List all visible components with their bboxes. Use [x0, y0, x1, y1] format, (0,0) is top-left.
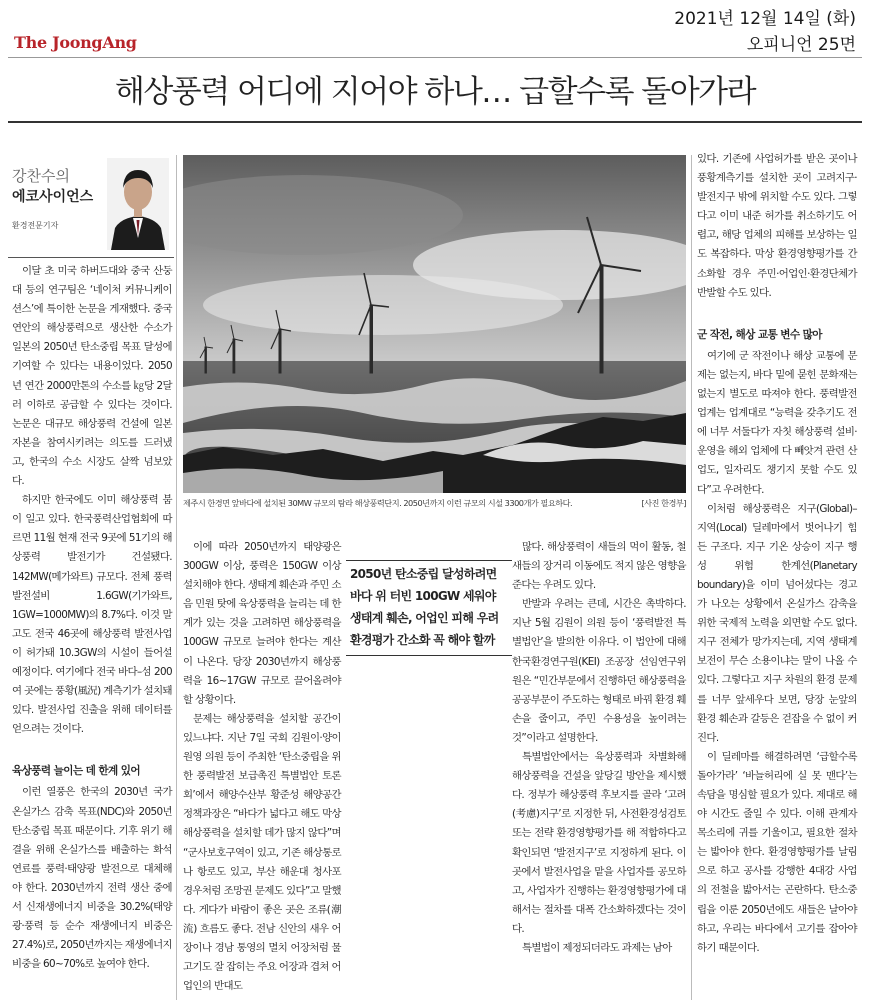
paragraph: 이달 초 미국 하버드대와 중국 산둥대 등의 연구팀은 ‘네이처 커뮤니케이션스’에 특이한 논문을 게재했다. 중국 연안의 해상풍력으로 생산한 수소가 일본의 2050년 탄소중립 목표 달성에 기여할 수 있다는 내용이었다. 2050년 연간 2000만톤의 수소를 ㎏당 2달러 이하로 공급할 수 있다는 것이다. 논문은 대규모 해상풍력 건설에 일본 자본을 참여시키려는 의도를 드러냈고, 한국의 수소 시장도 살짝 넘보았다.	[12, 265, 172, 488]
article-column-3	[512, 538, 686, 958]
column-series-name: 에코사이언스	[12, 189, 94, 205]
masthead-rule	[8, 57, 862, 58]
page-section: 오피니언 25면	[746, 35, 856, 55]
paragraph: 이에 따라 2050년까지 태양광은 300GW 이상, 풍력은 150GW 이상 설치해야 한다. 생태계 훼손과 주민 소음 민원 탓에 육상풍력을 늘리는 데 한계가 있는 것을 고려하면 해상풍력을 100GW 규모로 늘려야 한다는 계산이 나온다. 당장 2030년까지 해상풍력을 16~17GW 규모로 끌어올려야 할 상황이다.	[183, 541, 341, 706]
paragraph: 특별법이 제정되더라도 과제는 남아	[522, 941, 672, 954]
paragraph: 이처럼 해상풍력은 지구(Global)–지역(Local) 딜레마에서 벗어나기 힘든 구조다. 지구 기온 상승이 지구 행성 위험 한계선(Planetary boundary)을 이미 넘어섰다는 경고가 나오는 상황에서 온실가스 감축을 위한 국제적 노력을 외면할 수도 없다. 지구 전체가 망가지는데, 지역 생태계 보전이 무슨 소용이냐는 말이 나올 수 있다. 그렇다고 지구 차원의 환경 문제를 너무 앞세우다 보면, 당장 눈앞의 환경 훼손과 갈등은 걷잡을 수 없이 커진다.	[697, 502, 857, 744]
column-divider	[176, 155, 177, 1000]
byline	[12, 165, 107, 231]
article-column-1	[12, 262, 172, 974]
pull-quote-line: 2050년 탄소중립 달성하려면	[350, 567, 497, 581]
photo-caption-row	[183, 498, 686, 509]
headline-rule	[8, 121, 862, 123]
paragraph: 있다. 기존에 사업허가를 받은 곳이나 풍황계측기를 설치한 곳이 고려지구·발전지구 밖에 위치할 수도 있다. 그렇다고 이미 내준 허가를 취소하기도 어렵고, 해당 업체의 피해를 보상하는 일도 복잡하다. 막상 환경영향평가를 간소화할 경우 주민·어업인·환경단체가 반발할 수도 있다.	[697, 153, 857, 299]
paragraph: 반발과 우려는 큰데, 시간은 촉박하다. 지난 5월 김원이 의원 등이 ‘풍력발전 특별법안’을 발의한 이유다. 이 법안에 대해 한국환경연구원(KEI) 조공장 선임연구위원은 “민간부문에서 진행하던 해상풍력을 공공부문이 주도하는 형태로 바꿔 환경 훼손을 줄이고, 주민 수용성을 높이려는 것”이라고 설명한다.	[512, 598, 686, 744]
byline-rule	[8, 257, 174, 258]
wind-farm-photo	[183, 155, 686, 493]
paragraph: 이 딜레마를 해결하려면 ‘급할수록 돌아가라’ ‘바늘허리에 실 못 맨다’는 속담을 명심할 필요가 있다. 제대로 해야 시간도 줄일 수 있다. 이해 관계자 목소리에 귀를 기울이고, 필요한 절차는 밟아야 한다. 환경영향평가를 날림으로 하고 공사를 강행한 4대강 사업의 전철을 밟아서는 곤란하다. 탄소중립을 이룬 2050년에도 새들은 날아야 하고, 우리는 바다에서 고기를 잡아야 하기 때문이다.	[697, 750, 857, 954]
paragraph: 하지만 한국에도 이미 해상풍력 붐이 일고 있다. 한국풍력산업협회에 따르면 11월 현재 전국 9곳에 51기의 해상풍력 발전기가 건설됐다. 142MW(메가와트) 규모다. 전체 풍력 발전설비 1.6GW(기가와트, 1GW=1000MW)의 8.7%다. 이것 말고도 전국 46곳에 해상풍력 발전사업이 허가돼 10.3GW의 시설이 들어설 예정이다. 여기에다 전국 바다–섬 200여 곳에는 풍황(風況) 계측기가 설치돼 있다. 발전사업 진출을 위해 데이터를 얻으려는 것이다.	[12, 494, 172, 736]
pull-quote-line: 바다 위 터빈 100GW 세워야	[350, 589, 496, 603]
article-column-4	[697, 150, 857, 958]
column-divider	[691, 155, 692, 1000]
article-column-2	[183, 538, 341, 996]
newspaper-logo: The JoongAng	[14, 33, 137, 52]
paragraph: 여기에 군 작전이나 해상 교통에 문제는 없는지, 바다 밑에 묻힌 문화재는 없는지 별도로 따져야 한다. 풍력발전 업계는 업계대로 “능력을 갖추기도 전에 너무 서둘다가 자칫 해상풍력 설비·운영을 해외 업체에 다 빼앗겨 관련 산업도, 일자리도 챙기지 못할 수도 있다”고 우려한다.	[697, 349, 857, 496]
author-role: 환경전문기자	[12, 221, 59, 230]
paragraph: 문제는 해상풍력을 설치할 공간이 있느냐다. 지난 7일 국회 김원이·양이원영 의원 등이 주최한 ‘탄소중립을 위한 풍력발전 보급촉진 특별법안 토론회’에서 해양수산부 황준성 해양공간정책과장은 “바다가 넓다고 해도 막상 해상풍력을 설치할 데가 많지 않다”며 “군사보호구역이 있고, 기존 해상통로나 항로도 있고, 부산 해운대 청사포 경우처럼 조망권 문제도 있다”고 말했다. 게다가 바람이 좋은 곳은 조류(潮流) 흐름도 좋다. 전남 신안의 새우 어장이나 경남 통영의 멸치 어장처럼 물고기도 잘 잡히는 주요 어장과 겹쳐 어업인의 반대도	[183, 712, 341, 993]
issue-info	[674, 6, 856, 58]
issue-date: 2021년 12월 14일 (화)	[674, 9, 856, 29]
pull-quote-line: 환경평가 간소화 꼭 해야 할까	[350, 633, 495, 647]
photo-credit: [사진 한경부]	[641, 498, 686, 508]
paragraph: 이런 열풍은 한국의 2030년 국가 온실가스 감축 목표(NDC)와 2050년 탄소중립 목표 때문이다. 기후 위기 해결을 위해 온실가스를 배출하는 화석연료를 풍력·태양광 발전으로 대체해야 한다. 2030년까지 전력 생산 중에서 신재생에너지 비중을 30.2%(태양광·풍력 등 순수 재생에너지 비중은 27.4%)로, 2050년까지는 재생에너지 비중을 60~70%로 높여야 한다.	[12, 786, 172, 971]
column-series-label: 강찬수의	[12, 167, 70, 185]
subheading: 육상풍력 늘이는 데 한계 있어	[12, 765, 140, 778]
pull-quote-line: 생태계 훼손, 어업인 피해 우려	[350, 611, 499, 625]
pull-quote	[346, 560, 512, 656]
paragraph: 특별법안에서는 육상풍력과 차별화해 해상풍력을 건설을 앞당길 방안을 제시했다. 정부가 해상풍력 후보지를 골라 ‘고려(考慮)지구’로 지정한 뒤, 사전환경성검토 또는 전략 환경영향평가를 해 적합하다고 확인되면 ‘발전지구’로 지정하게 된다. 이곳에서 발전사업을 맡을 사업자를 공모하고, 사업자가 진행하는 환경영향평가에 대해서는 절차를 대폭 간소화하겠다는 것이다.	[512, 751, 686, 935]
paragraph: 많다. 해상풍력이 새들의 먹이 활동, 철새들의 장거리 이동에도 적지 않은 영향을 준다는 우려도 있다.	[512, 541, 686, 592]
headline: 해상풍력 어디에 지어야 하나… 급할수록 돌아가라	[114, 74, 756, 110]
photo-caption: 제주시 한경면 앞바다에 설치된 30MW 규모의 탐라 해상풍력단지. 2050년까지 이런 규모의 시설 3300개가 필요하다.	[183, 498, 573, 508]
subheading: 군 작전, 해상 교통 변수 많아	[697, 328, 822, 341]
author-photo	[107, 158, 169, 250]
